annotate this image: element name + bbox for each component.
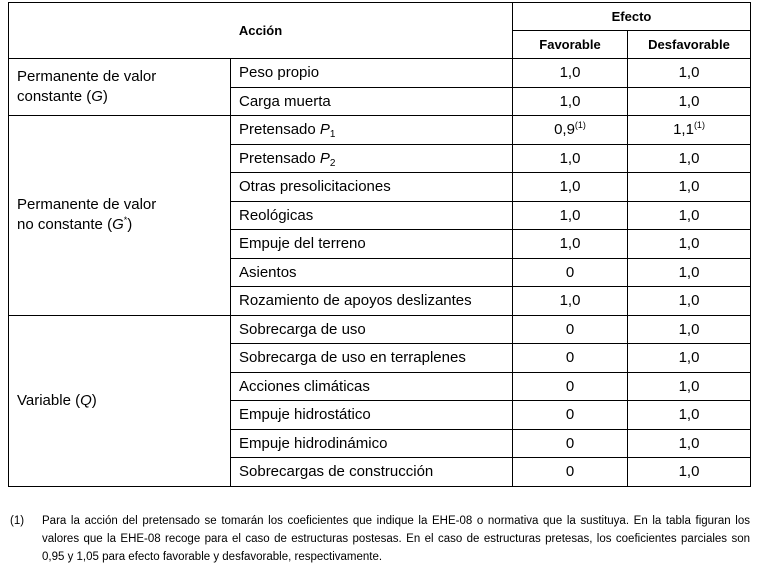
favorable-value: 1,0 (513, 59, 628, 88)
footnote (10, 512, 750, 566)
desfavorable-value: 1,0 (628, 287, 751, 316)
action-cell: Rozamiento de apoyos deslizantes (231, 287, 513, 316)
desfavorable-value: 1,1$^{(1)}$ (628, 116, 751, 145)
desfavorable-value: 1,0 (628, 344, 751, 373)
header-accion: Acción (9, 3, 513, 59)
action-cell: Sobrecarga de uso (231, 315, 513, 344)
header-favorable: Favorable (513, 31, 628, 59)
group-label-permanente-no-constante: Permanente de valor no constante (G*) (9, 116, 231, 316)
desfavorable-value: 1,0 (628, 315, 751, 344)
desfavorable-value: 1,0 (628, 372, 751, 401)
action-cell: Acciones climáticas (231, 372, 513, 401)
favorable-value: 1,0 (513, 201, 628, 230)
desfavorable-value: 1,0 (628, 201, 751, 230)
desfavorable-value: 1,0 (628, 173, 751, 202)
favorable-value: 1,0 (513, 230, 628, 259)
desfavorable-value: 1,0 (628, 429, 751, 458)
partial-coefficients-table (8, 2, 751, 487)
footnote-ref: (1) (574, 120, 586, 131)
favorable-value: 0 (513, 401, 628, 430)
favorable-value: 0,9$^{(1)}$ (513, 116, 628, 145)
action-cell: Otras presolicitaciones (231, 173, 513, 202)
group-label-permanente-constante: Permanente de valor constante (G) (9, 59, 231, 116)
group-label-variable: Variable (Q) (9, 315, 231, 486)
action-cell: Sobrecargas de construcción (231, 458, 513, 487)
favorable-value: 1,0 (513, 144, 628, 173)
desfavorable-value: 1,0 (628, 87, 751, 116)
favorable-value: 1,0 (513, 287, 628, 316)
desfavorable-value: 1,0 (628, 59, 751, 88)
favorable-value: 0 (513, 429, 628, 458)
desfavorable-value: 1,0 (628, 458, 751, 487)
header-desfavorable: Desfavorable (628, 31, 751, 59)
header-efecto: Efecto (513, 3, 751, 31)
favorable-value: 0 (513, 315, 628, 344)
favorable-value: 0 (513, 258, 628, 287)
table-row (9, 59, 751, 88)
footnote-ref: (1) (693, 120, 705, 131)
action-cell: Pretensado $P_1$ (231, 116, 513, 145)
favorable-value: 0 (513, 458, 628, 487)
favorable-value: 1,0 (513, 87, 628, 116)
table-row (9, 315, 751, 344)
desfavorable-value: 1,0 (628, 401, 751, 430)
favorable-value: 1,0 (513, 173, 628, 202)
footnote-mark: (1) (10, 515, 25, 527)
action-cell: Pretensado $P_2$ (231, 144, 513, 173)
table-row (9, 116, 751, 145)
action-cell: Empuje del terreno (231, 230, 513, 259)
desfavorable-value: 1,0 (628, 144, 751, 173)
action-cell: Asientos (231, 258, 513, 287)
footnote-text: Para la acción del pretensado se tomarán los coeficientes que indique la EHE-08 o normativa que la sustituya. En la tabla figuran los valores que la EHE-08 recoge para el caso de estructuras postesas. En el caso de estructuras pretesas, los coeficientes parciales son 0,95 y 1,05 para efecto favorable y desfavorable, respectivamente. (42, 515, 750, 563)
action-cell: Sobrecarga de uso en terraplenes (231, 344, 513, 373)
desfavorable-value: 1,0 (628, 258, 751, 287)
favorable-value: 0 (513, 372, 628, 401)
action-cell: Empuje hidrodinámico (231, 429, 513, 458)
desfavorable-value: 1,0 (628, 230, 751, 259)
favorable-value: 0 (513, 344, 628, 373)
action-cell: Peso propio (231, 59, 513, 88)
action-cell: Carga muerta (231, 87, 513, 116)
action-cell: Reológicas (231, 201, 513, 230)
action-cell: Empuje hidrostático (231, 401, 513, 430)
